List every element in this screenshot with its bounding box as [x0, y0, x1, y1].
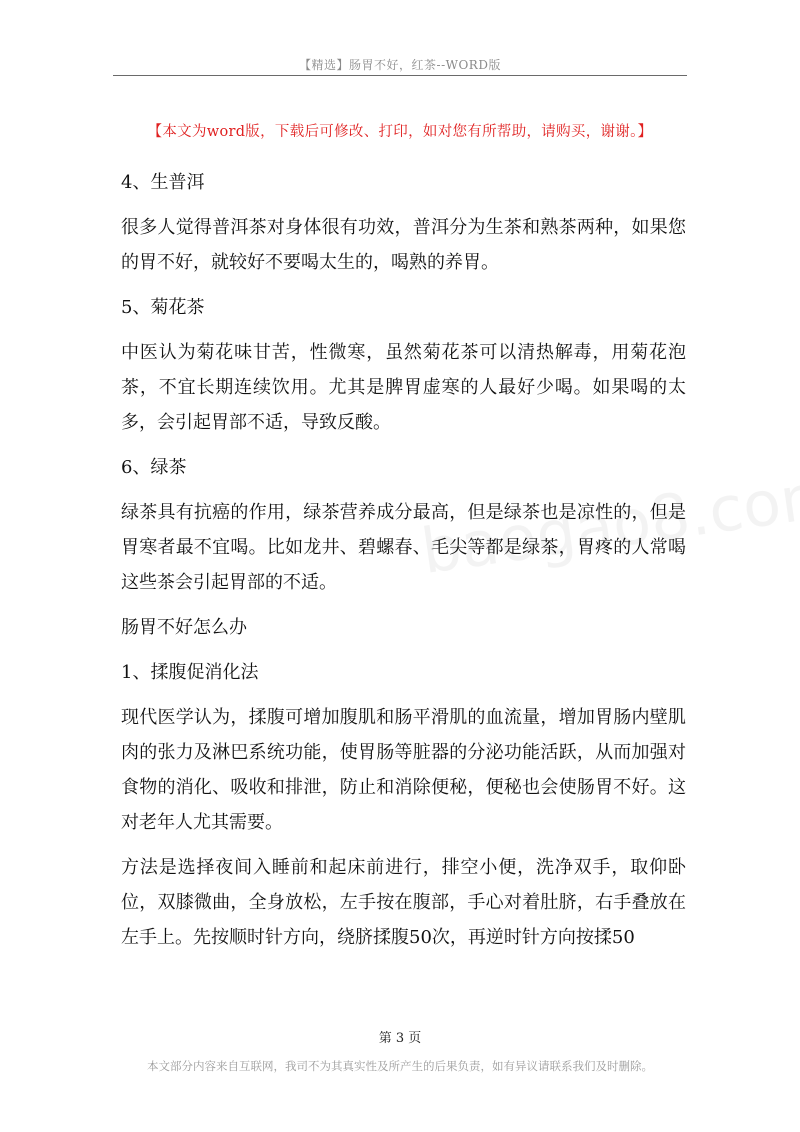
section-heading-chrysanthemum-tea: 5、菊花茶 [121, 297, 205, 318]
section-heading-green-tea: 6、绿茶 [121, 457, 187, 478]
paragraph-raw-puer: 很多人觉得普洱茶对身体很有功效，普洱分为生茶和熟茶两种，如果您的胃不好，就较好不要喝太生的，喝熟的养胃。 [121, 217, 686, 273]
paragraph-green-tea: 绿茶具有抗癌的作用，绿茶营养成分最高，但是绿茶也是凉性的，但是胃寒者最不宜喝。比如龙井、碧螺春、毛尖等都是绿茶，胃疼的人常喝这些茶会引起胃部的不适。 [121, 502, 686, 593]
document-body [121, 165, 686, 965]
page-number: 第 3 页 [378, 1031, 422, 1046]
header-divider [113, 75, 687, 76]
paragraph-massage-benefits: 现代医学认为，揉腹可增加腹肌和肠平滑肌的血流量，增加胃肠内壁肌肉的张力及淋巴系统功能，使胃肠等脏器的分泌功能活跃，从而加强对食物的消化、吸收和排泄，防止和消除便秘，便秘也会使肠胃不好。这对老年人尤其需要。 [121, 707, 686, 833]
paragraph-massage-method: 方法是选择夜间入睡前和起床前进行，排空小便，洗净双手，取仰卧位，双膝微曲，全身放松，左手按在腹部，手心对着肚脐，右手叠放在左手上。先按顺时针方向，绕脐揉腹50次，再逆时针方向按揉50 [121, 857, 686, 948]
footer-disclaimer: 本文部分内容来自互联网，我司不为其真实性及所产生的后果负责，如有异议请联系我们及时删除。 [147, 1059, 653, 1073]
page-header: 【精选】肠胃不好，红茶--WORD版 [299, 58, 501, 72]
section-heading-raw-puer: 4、生普洱 [121, 172, 205, 193]
section-heading-abdominal-massage: 1、揉腹促消化法 [121, 662, 259, 683]
download-notice: 【本文为word版，下载后可修改、打印，如对您有所帮助，请购买，谢谢。】 [147, 124, 653, 140]
paragraph-chrysanthemum-tea: 中医认为菊花味甘苦，性微寒，虽然菊花茶可以清热解毒，用菊花泡茶，不宜长期连续饮用。尤其是脾胃虚寒的人最好少喝。如果喝的太多，会引起胃部不适，导致反酸。 [121, 342, 686, 433]
section-heading-remedies: 肠胃不好怎么办 [121, 617, 247, 638]
